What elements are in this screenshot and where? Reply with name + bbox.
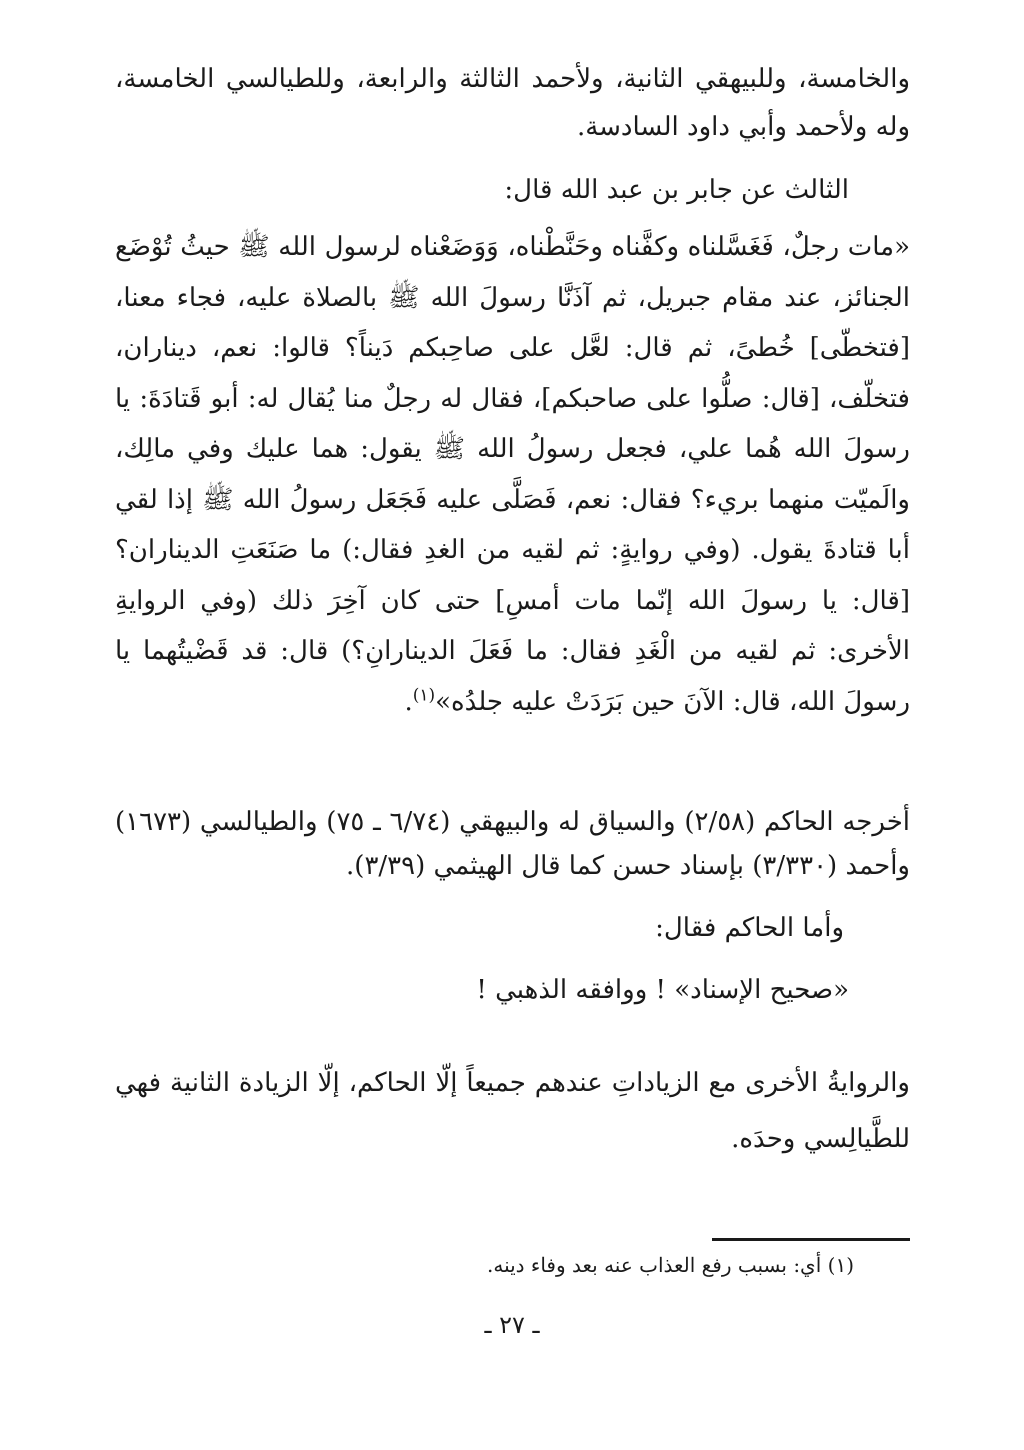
hadith-text: «مات رجلٌ، فَغَسَّلناه وكفَّناه وحَنَّطْناه، وَوَضَعْناه لرسول الله ﷺ حيثُ تُوْضَع الجنائز، عند مقام جبريل، ثم آذَنَّا رسولَ الله ﷺ بالصلاة عليه، فجاء معنا، [فتخطّى] خُطىً، ثم قال: لعَّل على صاحِبكم دَيناً؟ قالوا: نعم، ديناران، فتخلّف، [قال: صلُّوا على صاحبكم]، فقال له رجلٌ منا يُقال له: أبو قَتادَةَ: يا رسولَ الله هُما علي، فجعل رسولُ الله ﷺ يقول: هما عليك وفي مالِك، والَميّت منهما بريء؟ فقال: نعم، فَصَلَّى عليه فَجَعَل رسولُ الله ﷺ إذا لقي أبا قتادةَ يقول. (وفي روايةٍ: ثم لقيه من الغدِ فقال:) ما صَنَعَتِ الديناران؟ [قال: يا رسولَ الله إنّما مات أمسِ] حتى كان آخِرَ ذلك (وفي الروايةِ الأخرى: ثم لقيه من الْغَدِ فقال: ما فَعَلَ الدينارانِ؟) قال: قد قَضْيتُهما يا رسولَ الله، قال: الآنَ حين بَرَدَتْ عليه جلدُه» bbox=[115, 232, 910, 717]
hakim-quote-text: «صحيح الإسناد» ! ووافقه الذهبي ! bbox=[476, 975, 849, 1005]
hadith-end: . bbox=[404, 686, 413, 717]
page-number: ـ ٢٧ ـ bbox=[484, 1311, 540, 1339]
hakim-label bbox=[655, 910, 844, 946]
hakim-quote bbox=[476, 970, 849, 1010]
takhrij-paragraph: أخرجه الحاكم (٢/٥٨) والسياق له والبيهقي (٦/٧٤ ـ ٧٥) والطيالسي (١٦٧٣) وأحمد (٣/٣٣٠) بإسناد حسن كما قال الهيثمي (٣/٣٩). bbox=[115, 807, 911, 881]
hadith-paragraph bbox=[115, 222, 910, 727]
footnote-text: (١) أي: بسبب رفع العذاب عنه بعد وفاء دينه. bbox=[486, 1253, 854, 1277]
intro-paragraph: والخامسة، وللبيهقي الثانية، ولأحمد الثالثة والرابعة، وللطيالسي الخامسة، وله ولأحمد وأبي داود السادسة. bbox=[115, 64, 910, 142]
riwaya-paragraph: والروايةُ الأخرى مع الزياداتِ عندهم جميعاً إلّا الحاكم، إلّا الزيادة الثانية فهي للطَّيالِسي وحدَه. bbox=[115, 1068, 910, 1154]
footnote-marker: (١) bbox=[412, 684, 436, 705]
hakim-label-text: وأما الحاكم فقال: bbox=[655, 913, 844, 943]
footnote-separator bbox=[712, 1238, 910, 1241]
section-heading-text: الثالث عن جابر بن عبد الله قال: bbox=[504, 175, 849, 205]
section-heading bbox=[504, 170, 849, 210]
